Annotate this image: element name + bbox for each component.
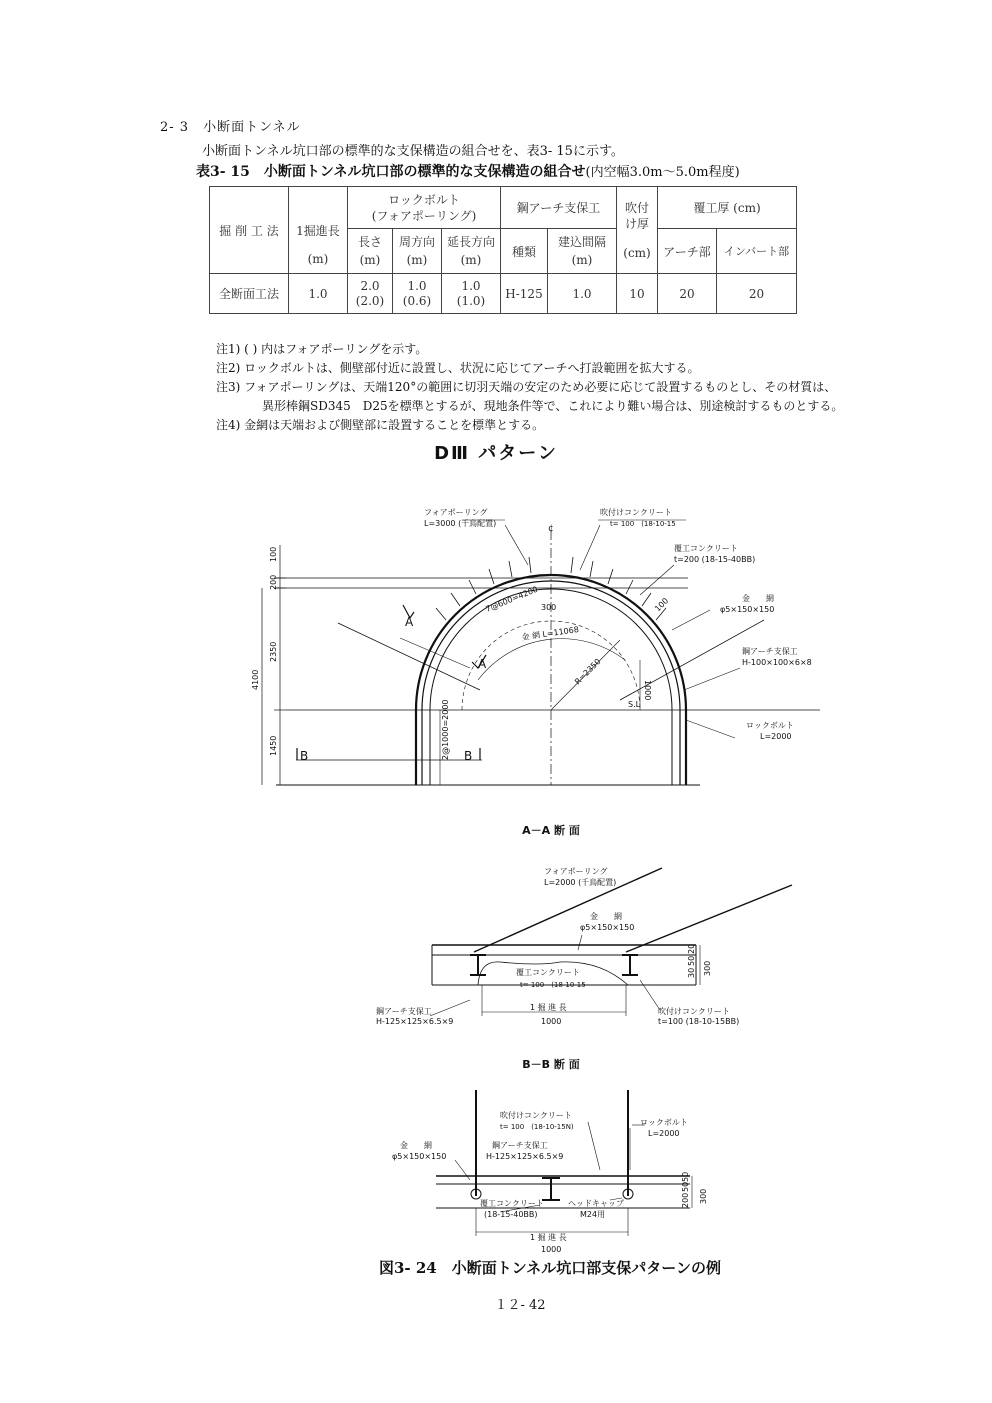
- lining-label: 覆工コンクリート: [674, 544, 738, 553]
- aa-advance: 1 掘 進 長: [530, 1003, 567, 1012]
- radius: R=2350: [573, 656, 603, 687]
- bb-advance-len: 1000: [541, 1245, 562, 1254]
- aa-dim-30: 30: [687, 967, 696, 978]
- dim-v1450: 1450: [269, 735, 278, 756]
- bb-dim-200: 200: [681, 1192, 690, 1208]
- th-lining: 覆工厚 (cm): [658, 187, 797, 229]
- table-row: 全断面工法 1.0 2.0 (2.0) 1.0 (0.6) 1.0 (1.0) H-125 1.0 10 20 20: [210, 274, 797, 314]
- sec-a-left: A: [405, 615, 414, 629]
- dim-v100: 100: [269, 546, 278, 562]
- th-type: 種類: [501, 229, 548, 274]
- aa-title: A－A 断 面: [522, 824, 580, 837]
- section-title: 2- 3 小断面トンネル: [160, 120, 301, 135]
- shot-label: 吹付けコンクリート: [600, 508, 672, 517]
- th-circ: 周方向 (m): [393, 229, 442, 274]
- dim-v4100: 4100: [251, 669, 260, 690]
- th-steel: 鋼アーチ支保工: [501, 187, 617, 229]
- mesh-arc: 金 網 L=11068: [521, 625, 580, 642]
- aa-fp-len: L=2000 (千鳥配置): [544, 878, 617, 887]
- fp-spacing: 7@600=4200: [484, 584, 540, 614]
- bb-dim-50a: 50: [681, 1181, 690, 1192]
- aa-dim-50: 50: [687, 955, 696, 966]
- aa-shot-t: t=100 (18-10-15BB): [658, 1017, 740, 1026]
- sec-b-left: B: [300, 749, 309, 763]
- fp-len: L=3000 (千鳥配置): [424, 519, 497, 528]
- table-title-sub: (内空幅3.0m～5.0m程度): [585, 165, 740, 180]
- th-length: 長さ (m): [348, 229, 393, 274]
- steel-label: 鋼アーチ支保工: [742, 647, 798, 656]
- bb-shot: 吹付けコンクリート: [500, 1111, 572, 1120]
- aa-dim-20: 20: [687, 943, 696, 954]
- sl-label: S.L: [628, 700, 641, 709]
- note-3: 注3) フォアポーリングは、天端120°の範囲に切羽天端の安定のため必要に応じて設置するものとし、その材質は、: [216, 380, 837, 394]
- dim-1000: 1000: [643, 680, 652, 701]
- th-advance: 1掘進長 (m): [289, 187, 348, 274]
- pattern-title: DⅢ パターン: [434, 443, 558, 464]
- bb-lining-t: (18-15-40BB): [484, 1210, 538, 1219]
- sec-b-right: B: [464, 749, 473, 763]
- aa-dim-300: 300: [703, 960, 712, 976]
- th-spacing: 建込間隔 (m): [548, 229, 617, 274]
- aa-steel-spec: H-125×125×6.5×9: [376, 1017, 454, 1026]
- bb-headcap: ヘッドキャップ: [568, 1199, 624, 1208]
- th-invert: インバート部: [717, 229, 797, 274]
- note-4: 注4) 金網は天端および側壁部に設置することを標準とする。: [216, 418, 545, 432]
- sec-a-right: A: [478, 657, 487, 671]
- dim-v2350: 2350: [269, 641, 278, 662]
- aa-fp: フォアポーリング: [544, 867, 608, 876]
- mesh-label: 金 網: [742, 594, 774, 603]
- bb-headcap-spec: M24用: [580, 1210, 606, 1219]
- aa-lining: 覆工コンクリート: [516, 968, 580, 977]
- rb-len: L=2000: [760, 732, 792, 741]
- dim-v200: 200: [269, 574, 278, 590]
- bb-mesh: 金 網: [400, 1141, 432, 1150]
- bb-title: B－B 断 面: [522, 1058, 580, 1071]
- note-3-cont: 異形棒鋼SD345 D25を標準とするが、現地条件等で、これにより難い場合は、別途検討するものとする。: [262, 399, 844, 413]
- mesh-spec: φ5×150×150: [720, 605, 775, 614]
- bb-rb-len: L=2000: [648, 1129, 680, 1138]
- aa-mesh-spec: φ5×150×150: [580, 923, 635, 932]
- bb-dim-50b: 50: [681, 1171, 690, 1182]
- page-number: １２- 42: [494, 1298, 546, 1313]
- th-rockbolt: ロックボルト (フォアポーリング): [348, 187, 501, 229]
- th-method: 掘 削 工 法: [210, 187, 289, 274]
- aa-mesh: 金 網: [590, 912, 622, 921]
- th-shotcrete: 吹付 け厚 (cm): [617, 187, 658, 274]
- aa-steel: 鋼アーチ支保工: [376, 1007, 432, 1016]
- note-1: 注1) ( ) 内はフォアポーリングを示す。: [216, 342, 428, 356]
- shot-t: t= 100 (18-10-15: [610, 520, 676, 528]
- intro-text: 小断面トンネル坑口部の標準的な支保構造の組合せを、表3- 15に示す。: [202, 144, 624, 159]
- note-2: 注2) ロックボルトは、側壁部付近に設置し、状況に応じてアーチへ打設範囲を拡大する。: [216, 361, 700, 375]
- th-ext: 延長方向 (m): [442, 229, 501, 274]
- bb-rb: ロックボルト: [640, 1118, 688, 1127]
- rb-spacing: 2@1000=2000: [441, 699, 450, 760]
- aa-advance-len: 1000: [541, 1017, 562, 1026]
- bb-steel: 鋼アーチ支保工: [492, 1141, 548, 1150]
- fp-label: フォアポーリング: [424, 508, 488, 517]
- bb-mesh-spec: φ5×150×150: [392, 1152, 447, 1161]
- table-title-main: 表3- 15 小断面トンネル坑口部の標準的な支保構造の組合せ: [196, 164, 586, 180]
- aa-shot: 吹付けコンクリート: [658, 1007, 730, 1016]
- dim-100: 100: [653, 596, 671, 614]
- rb-label: ロックボルト: [746, 721, 794, 730]
- lining-t: t=200 (18-15-40BB): [674, 555, 756, 564]
- bb-lining: 覆工コンクリート: [480, 1199, 544, 1208]
- bb-steel-spec: H-125×125×6.5×9: [486, 1152, 564, 1161]
- dim-300: 300: [541, 603, 557, 612]
- aa-lining-t: t= 100 (18-10-15: [520, 981, 586, 989]
- th-arch: アーチ部: [658, 229, 717, 274]
- bb-advance: 1 掘 進 長: [530, 1233, 567, 1242]
- centerline: ¢: [548, 524, 554, 534]
- steel-spec: H-100×100×6×8: [742, 658, 812, 667]
- bb-dim-300: 300: [699, 1188, 708, 1204]
- bb-shot-t: t= 100 (18-10-15N): [500, 1123, 574, 1131]
- figure-caption: 図3- 24 小断面トンネル坑口部支保パターンの例: [378, 1259, 721, 1277]
